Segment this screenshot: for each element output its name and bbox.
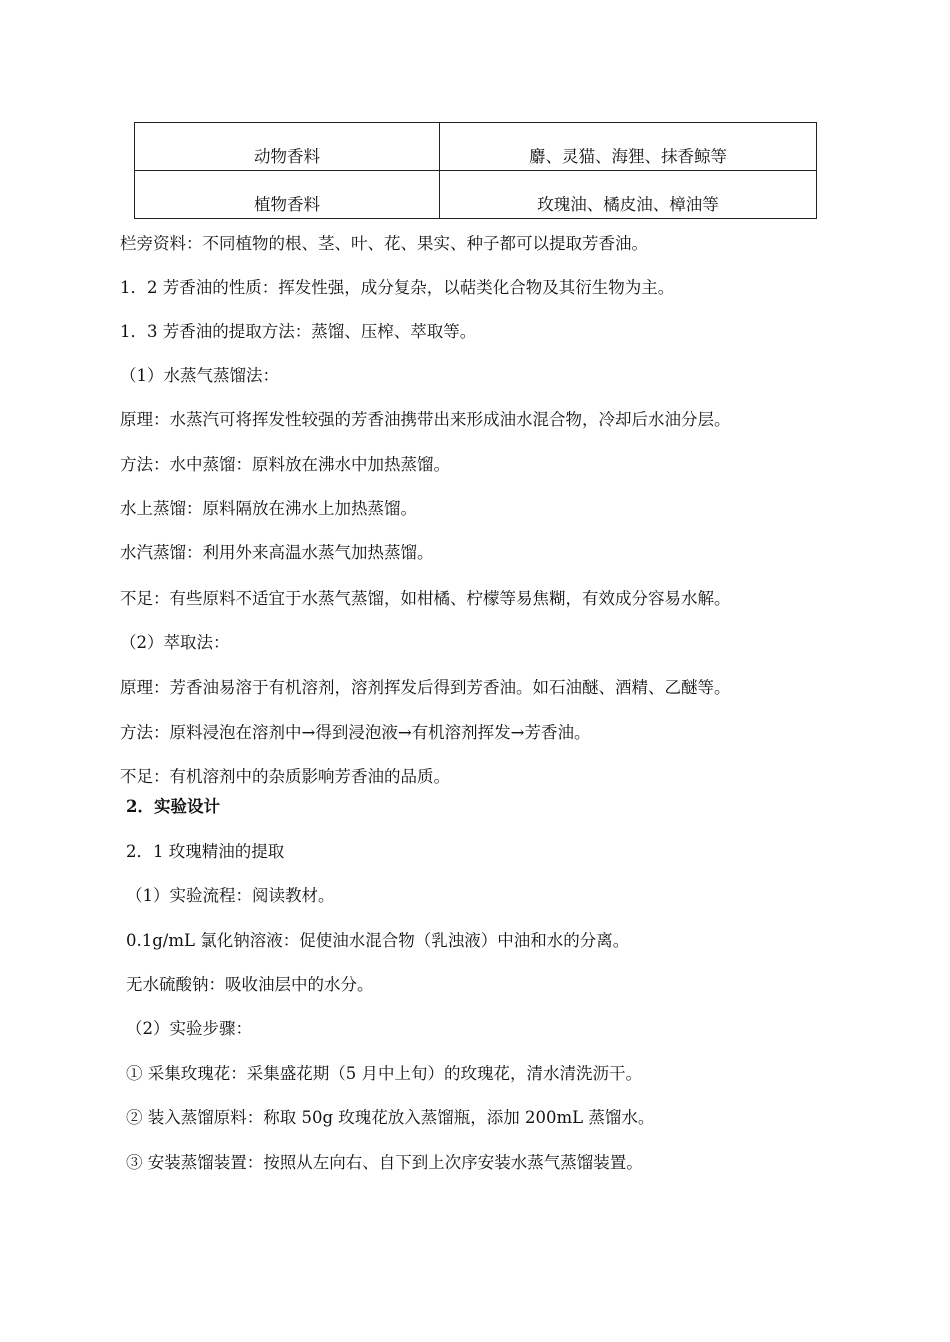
section-1-2: 1．2 芳香油的性质：挥发性强，成分复杂，以萜类化合物及其衍生物为主。 (120, 278, 675, 297)
step-item: ① 采集玫瑰花：采集盛花期（5 月中上旬）的玫瑰花，清水清洗沥干。 (126, 1064, 642, 1083)
steps-heading: （2）实验步骤： (126, 1019, 252, 1038)
step-item: ② 装入蒸馏原料：称取 50g 玫瑰花放入蒸馏瓶，添加 200mL 蒸馏水。 (126, 1108, 655, 1127)
shortcoming-text: 不足：有些原料不适宜于水蒸气蒸馏，如柑橘、柠檬等易焦糊，有效成分容易水解。 (120, 589, 731, 608)
table-cell: 玫瑰油、橘皮油、樟油等 (440, 171, 817, 219)
section-1-3: 1．3 芳香油的提取方法：蒸馏、压榨、萃取等。 (120, 322, 477, 341)
reagent-text: 无水硫酸钠：吸收油层中的水分。 (126, 975, 374, 994)
principle-text: 原理：水蒸汽可将挥发性较强的芳香油携带出来形成油水混合物，冷却后水油分层。 (120, 410, 731, 429)
method-2-heading: （2）萃取法： (120, 633, 230, 652)
method-text: 水汽蒸馏：利用外来高温水蒸气加热蒸馏。 (120, 543, 434, 562)
table-cell: 麝、灵猫、海狸、抹香鲸等 (440, 123, 817, 171)
section-2-1: 2．1 玫瑰精油的提取 (126, 842, 285, 861)
section-2-heading: 2．实验设计 (126, 797, 220, 816)
principle-text: 原理：芳香油易溶于有机溶剂，溶剂挥发后得到芳香油。如石油醚、酒精、乙醚等。 (120, 678, 731, 697)
step-item: ③ 安装蒸馏装置：按照从左向右、自下到上次序安装水蒸气蒸馏装置。 (126, 1153, 643, 1172)
sidebar-note: 栏旁资料：不同植物的根、茎、叶、花、果实、种子都可以提取芳香油。 (120, 234, 648, 253)
method-text: 方法：水中蒸馏：原料放在沸水中加热蒸馏。 (120, 455, 450, 474)
fragrance-table (134, 122, 817, 219)
table-row (135, 171, 817, 219)
experiment-flow: （1）实验流程：阅读教材。 (126, 886, 335, 905)
method-text: 水上蒸馏：原料隔放在沸水上加热蒸馏。 (120, 499, 417, 518)
table-cell: 动物香料 (135, 123, 440, 171)
method-text: 方法：原料浸泡在溶剂中→得到浸泡液→有机溶剂挥发→芳香油。 (120, 723, 591, 742)
shortcoming-text: 不足：有机溶剂中的杂质影响芳香油的品质。 (120, 767, 450, 786)
table-cell: 植物香料 (135, 171, 440, 219)
table-row (135, 123, 817, 171)
method-1-heading: （1）水蒸气蒸馏法： (120, 366, 279, 385)
reagent-text: 0.1g/mL 氯化钠溶液：促使油水混合物（乳浊液）中油和水的分离。 (126, 931, 630, 950)
